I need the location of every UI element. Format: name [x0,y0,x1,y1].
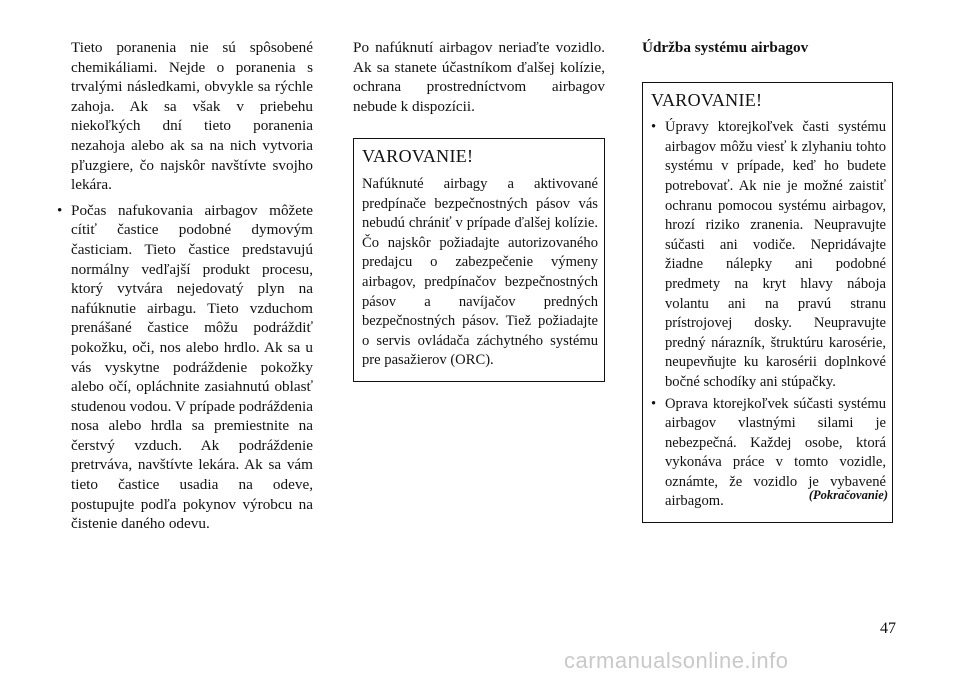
watermark: carmanualsonline.info [564,648,789,673]
bullet-text: Počas nafukovania airbagov môžete cítiť častice podobné dymovým časticiam. Tieto častice predstavujú normálny vedľajší produkt procesu, ktorý vytvára nejedovatý plyn na nafúknutie airbagu. Tieto vzduchom prenášané častice môžu podráždiť pokožku, oči, nos alebo hrdlo. Ak sa u vás vyskytne podráždenie pokožky alebo očí, opláchnite zasiahnutú oblasť studenou vodou. V prípade podráždenia nosa alebo hrdla sa premiestnite na čerstvý vzduch. Ak podráždenie pretrváva, navštívte lekára. Ak sa vám tieto častice usadia na odeve, postupujte podľa pokynov výrobcu na čistenie daného odevu. [71,201,313,533]
continued-label: (Pokračovanie) [808,488,888,502]
warning-bullet-text: Oprava ktorejkoľvek súčasti systému airbagov vlastnými silami je nebezpečná. Každej osobe, ktorá vykonáva práce v tomto vozidle, oznámte, že vozidlo je vybavené airbagom. [665,395,886,510]
warning-bullet-text: Úpravy ktorejkoľvek časti systému airbagov môžu viesť k zlyhaniu tohto systému v prípade, keď ho budete potrebovať. Ak nie je možné zaistiť ochranu pomocou systému airbagov, hrozí riziko zranenia. Neupravujte súčasti ani vodiče. Nepridávajte žiadne nálepky ani podobné predmety na kryt hlavy nábojа volantu ani na pravú stranu prístrojovej dosky. Neupravujte predný nárazník, štruktúru karosérie, neupevňujte ku karosérii doplnkové bočné schodíky ani stúpačky. [665,119,886,390]
warning-text: Nafúknuté airbagy a aktivované predpínače bezpečnostných pásov vás nebudú chrániť v prípade ďalšej kolízie. Čo najskôr požiadajte autorizovaného predajcu o zabezpečenie výmeny airbagov, predpínačov bezpečnostných pásov a navíjačov predných bezpečnostných pásov. Tiež požiadajte o servis ovládača záchytného systému pre pasažierov (ORC). [362,175,598,369]
column-middle [353,38,605,382]
warning-box [353,138,605,382]
continued-paragraph: Tieto poranenia nie sú spôsobené chemikáliami. Nejde o poranenia s trvalými následkami, obvykle sa rýchle zahoja. Ak sa však v priebehu niekoľkých dní tieto poranenia nezahoja alebo ak sa na nich vytvoria pľuzgiere, čo najskôr navštívte svojho lekára. [71,39,313,194]
paragraph: Po nafúknutí airbagov neriaďte vozidlo. Ak sa stanete účastníkom ďalšej kolízie, ochrana prostredníctvom airbagov nebude k dispozícii. [353,39,605,115]
section-heading: Údržba systému airbagov [642,39,809,56]
column-right [642,38,893,523]
warning-box [642,82,893,523]
bullet-symbol: • [651,395,657,412]
column-left [57,38,313,534]
page-number: 47 [880,620,896,637]
bullet-symbol: • [57,201,63,219]
bullet-symbol: • [651,119,657,136]
bullet-item [57,201,313,534]
warning-bullet [651,118,886,392]
warning-title: VAROVANIE! [651,89,763,110]
warning-title: VAROVANIE! [362,146,474,167]
